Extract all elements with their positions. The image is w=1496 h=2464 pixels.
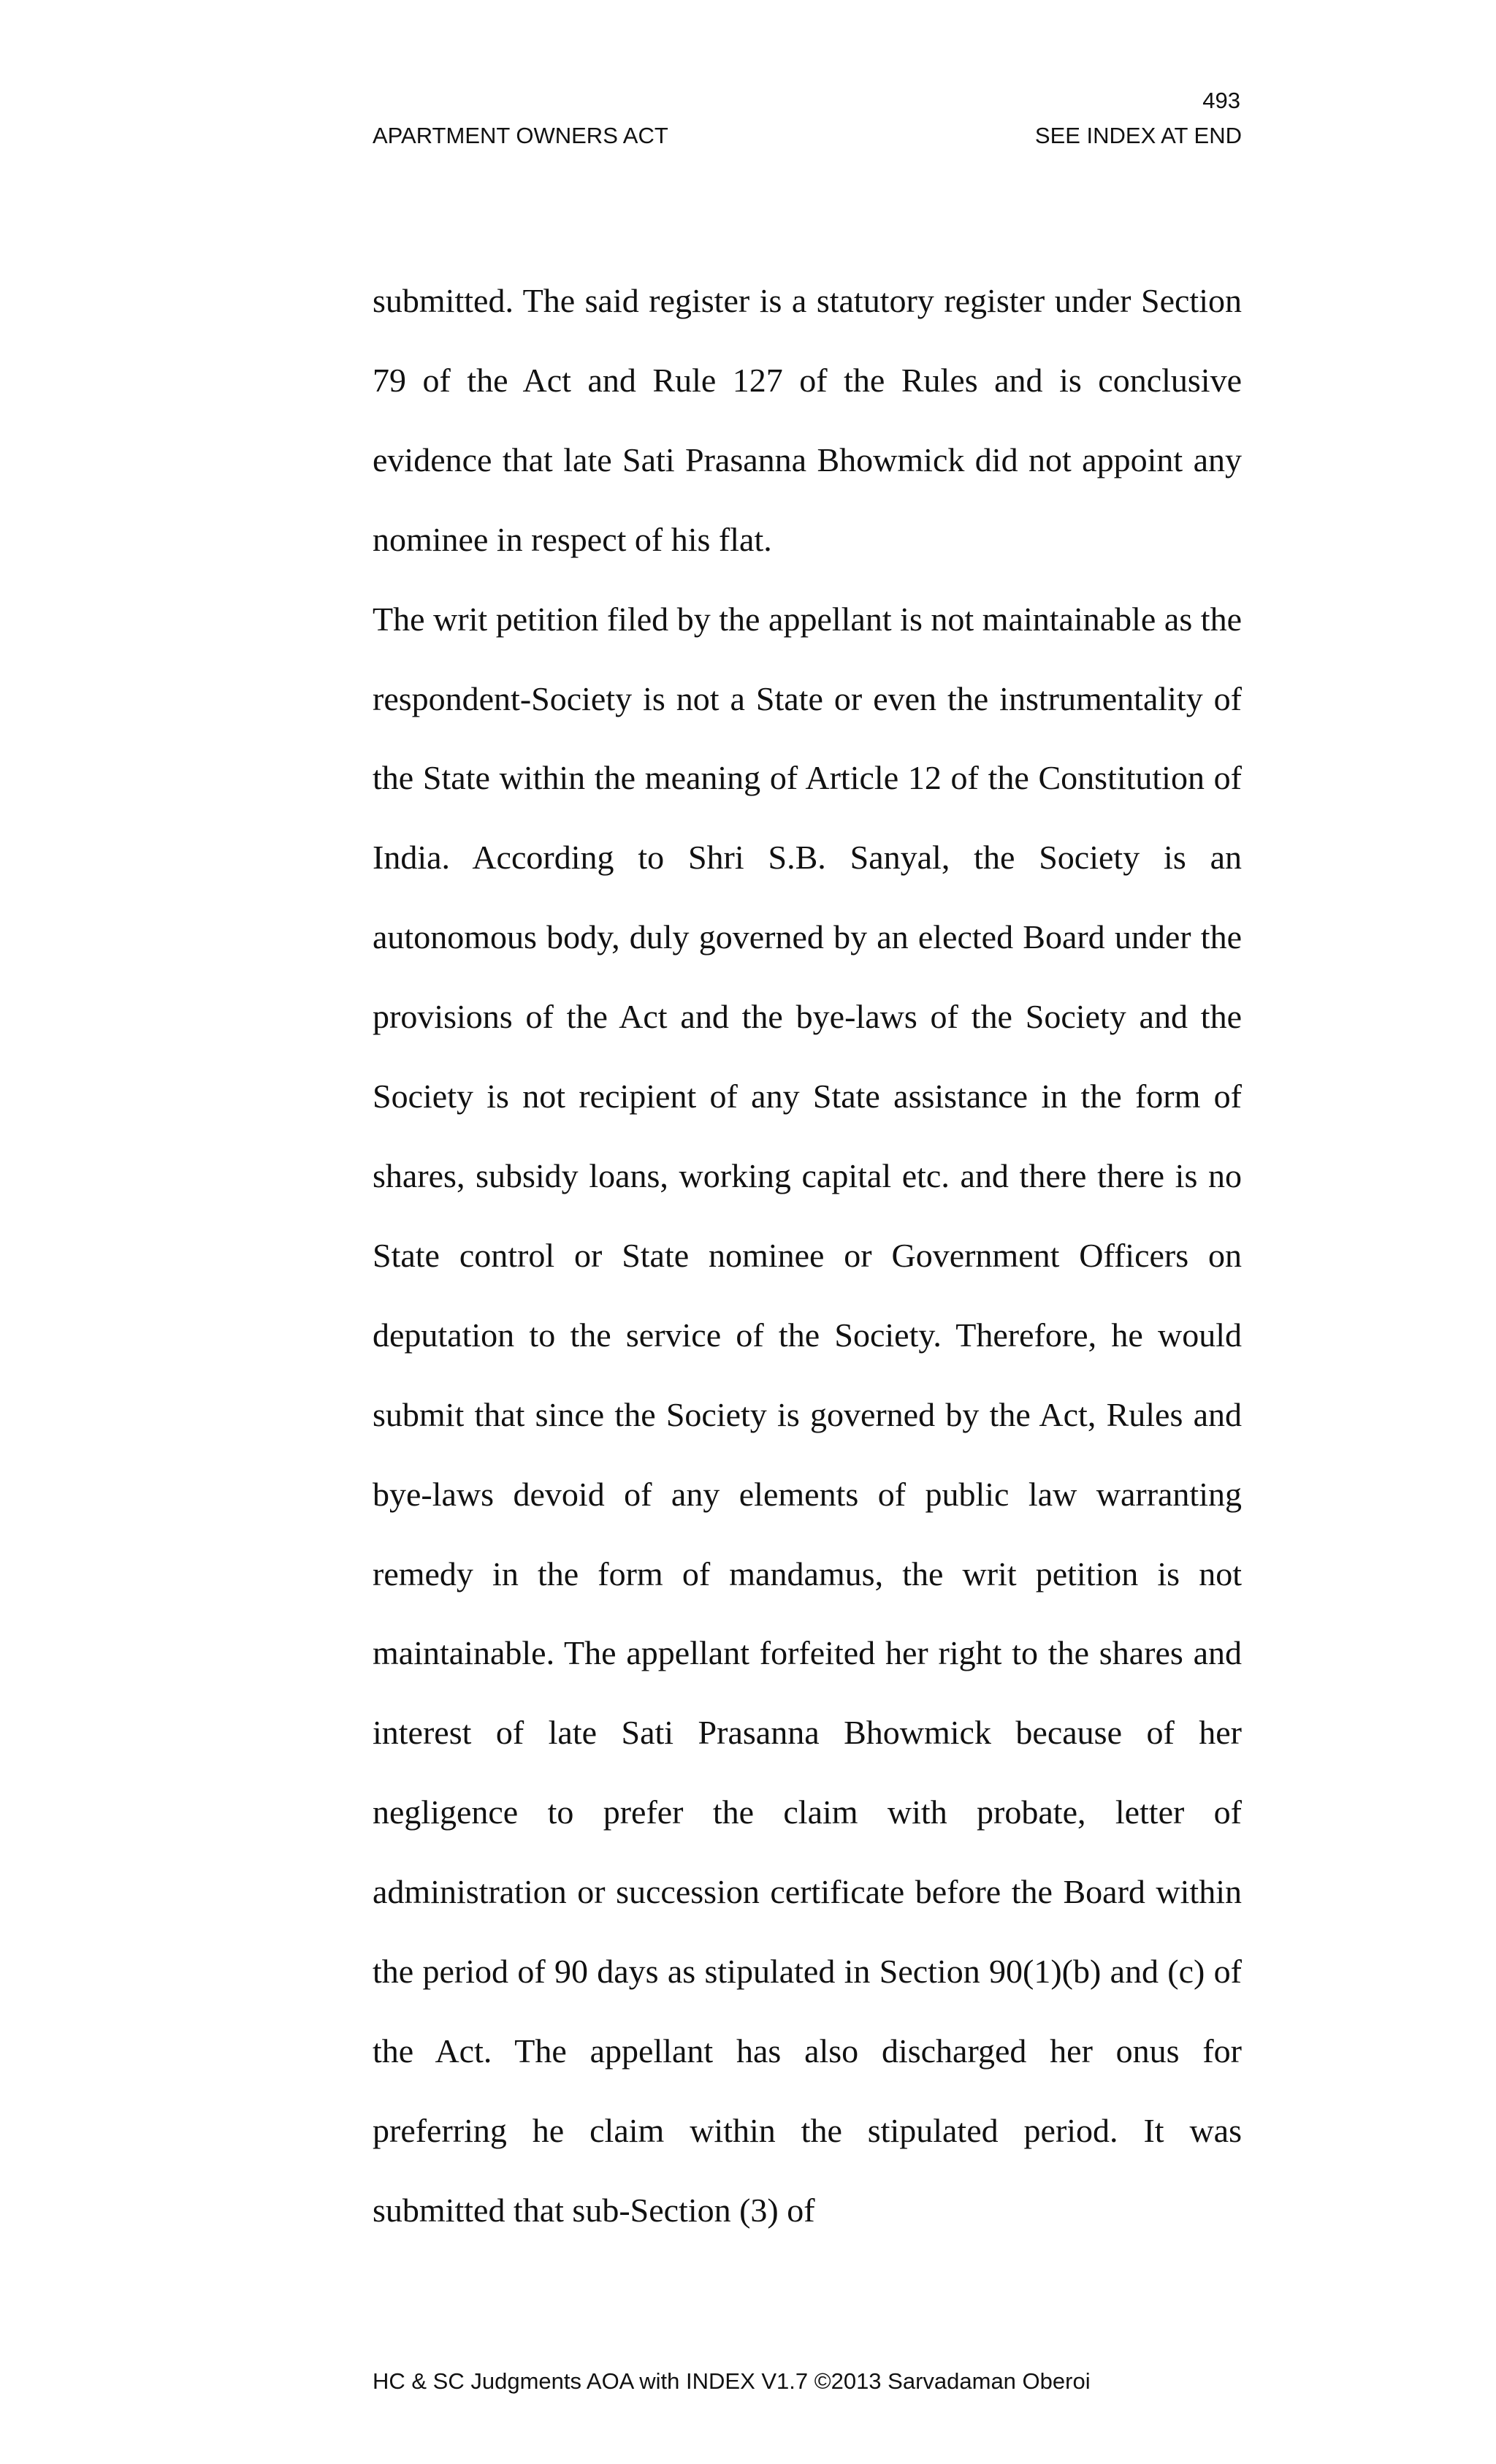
body-paragraph: submitted. The said register is a statutory register under Section 79 of the Act and Rule 127 of the Rules and is conclusive evidence that late Sati Prasanna Bhowmick did not appoint any nominee in respect of his flat. <box>373 282 1242 558</box>
document-body <box>373 262 1242 2251</box>
body-paragraph: The writ petition filed by the appellant is not maintainable as the respondent-Society is not a State or even the instrumentality of the State within the meaning of Article 12 of the Constitution of India. According to Shri S.B. Sanyal, the Society is an autonomous body, duly governed by an elected Board under the provisions of the Act and the bye-laws of the Society and the Society is not recipient of any State assistance in the form of shares, subsidy loans, working capital etc. and there there is no State control or State nominee or Government Officers on deputation to the service of the Society. Therefore, he would submit that since the Society is governed by the Act, Rules and bye-laws devoid of any elements of public law warranting remedy in the form of mandamus, the writ petition is not maintainable. The appellant forfeited her right to the shares and interest of late Sati Prasanna Bhowmick because of her negligence to prefer the claim with probate, letter of administration or succession certificate before the Board within the period of 90 days as stipulated in Section 90(1)(b) and (c) of the Act. The appellant has also discharged her onus for preferring he claim within the stipulated period. It was submitted that sub-Section (3) of <box>373 600 1242 2229</box>
running-header <box>373 121 1242 150</box>
header-right-note: SEE INDEX AT END <box>1034 123 1242 148</box>
page-footer: HC & SC Judgments AOA with INDEX V1.7 ©2013 Sarvadaman Oberoi <box>373 2368 1091 2394</box>
page-number: 493 <box>1202 88 1240 113</box>
header-left-title: APARTMENT OWNERS ACT <box>373 123 668 148</box>
